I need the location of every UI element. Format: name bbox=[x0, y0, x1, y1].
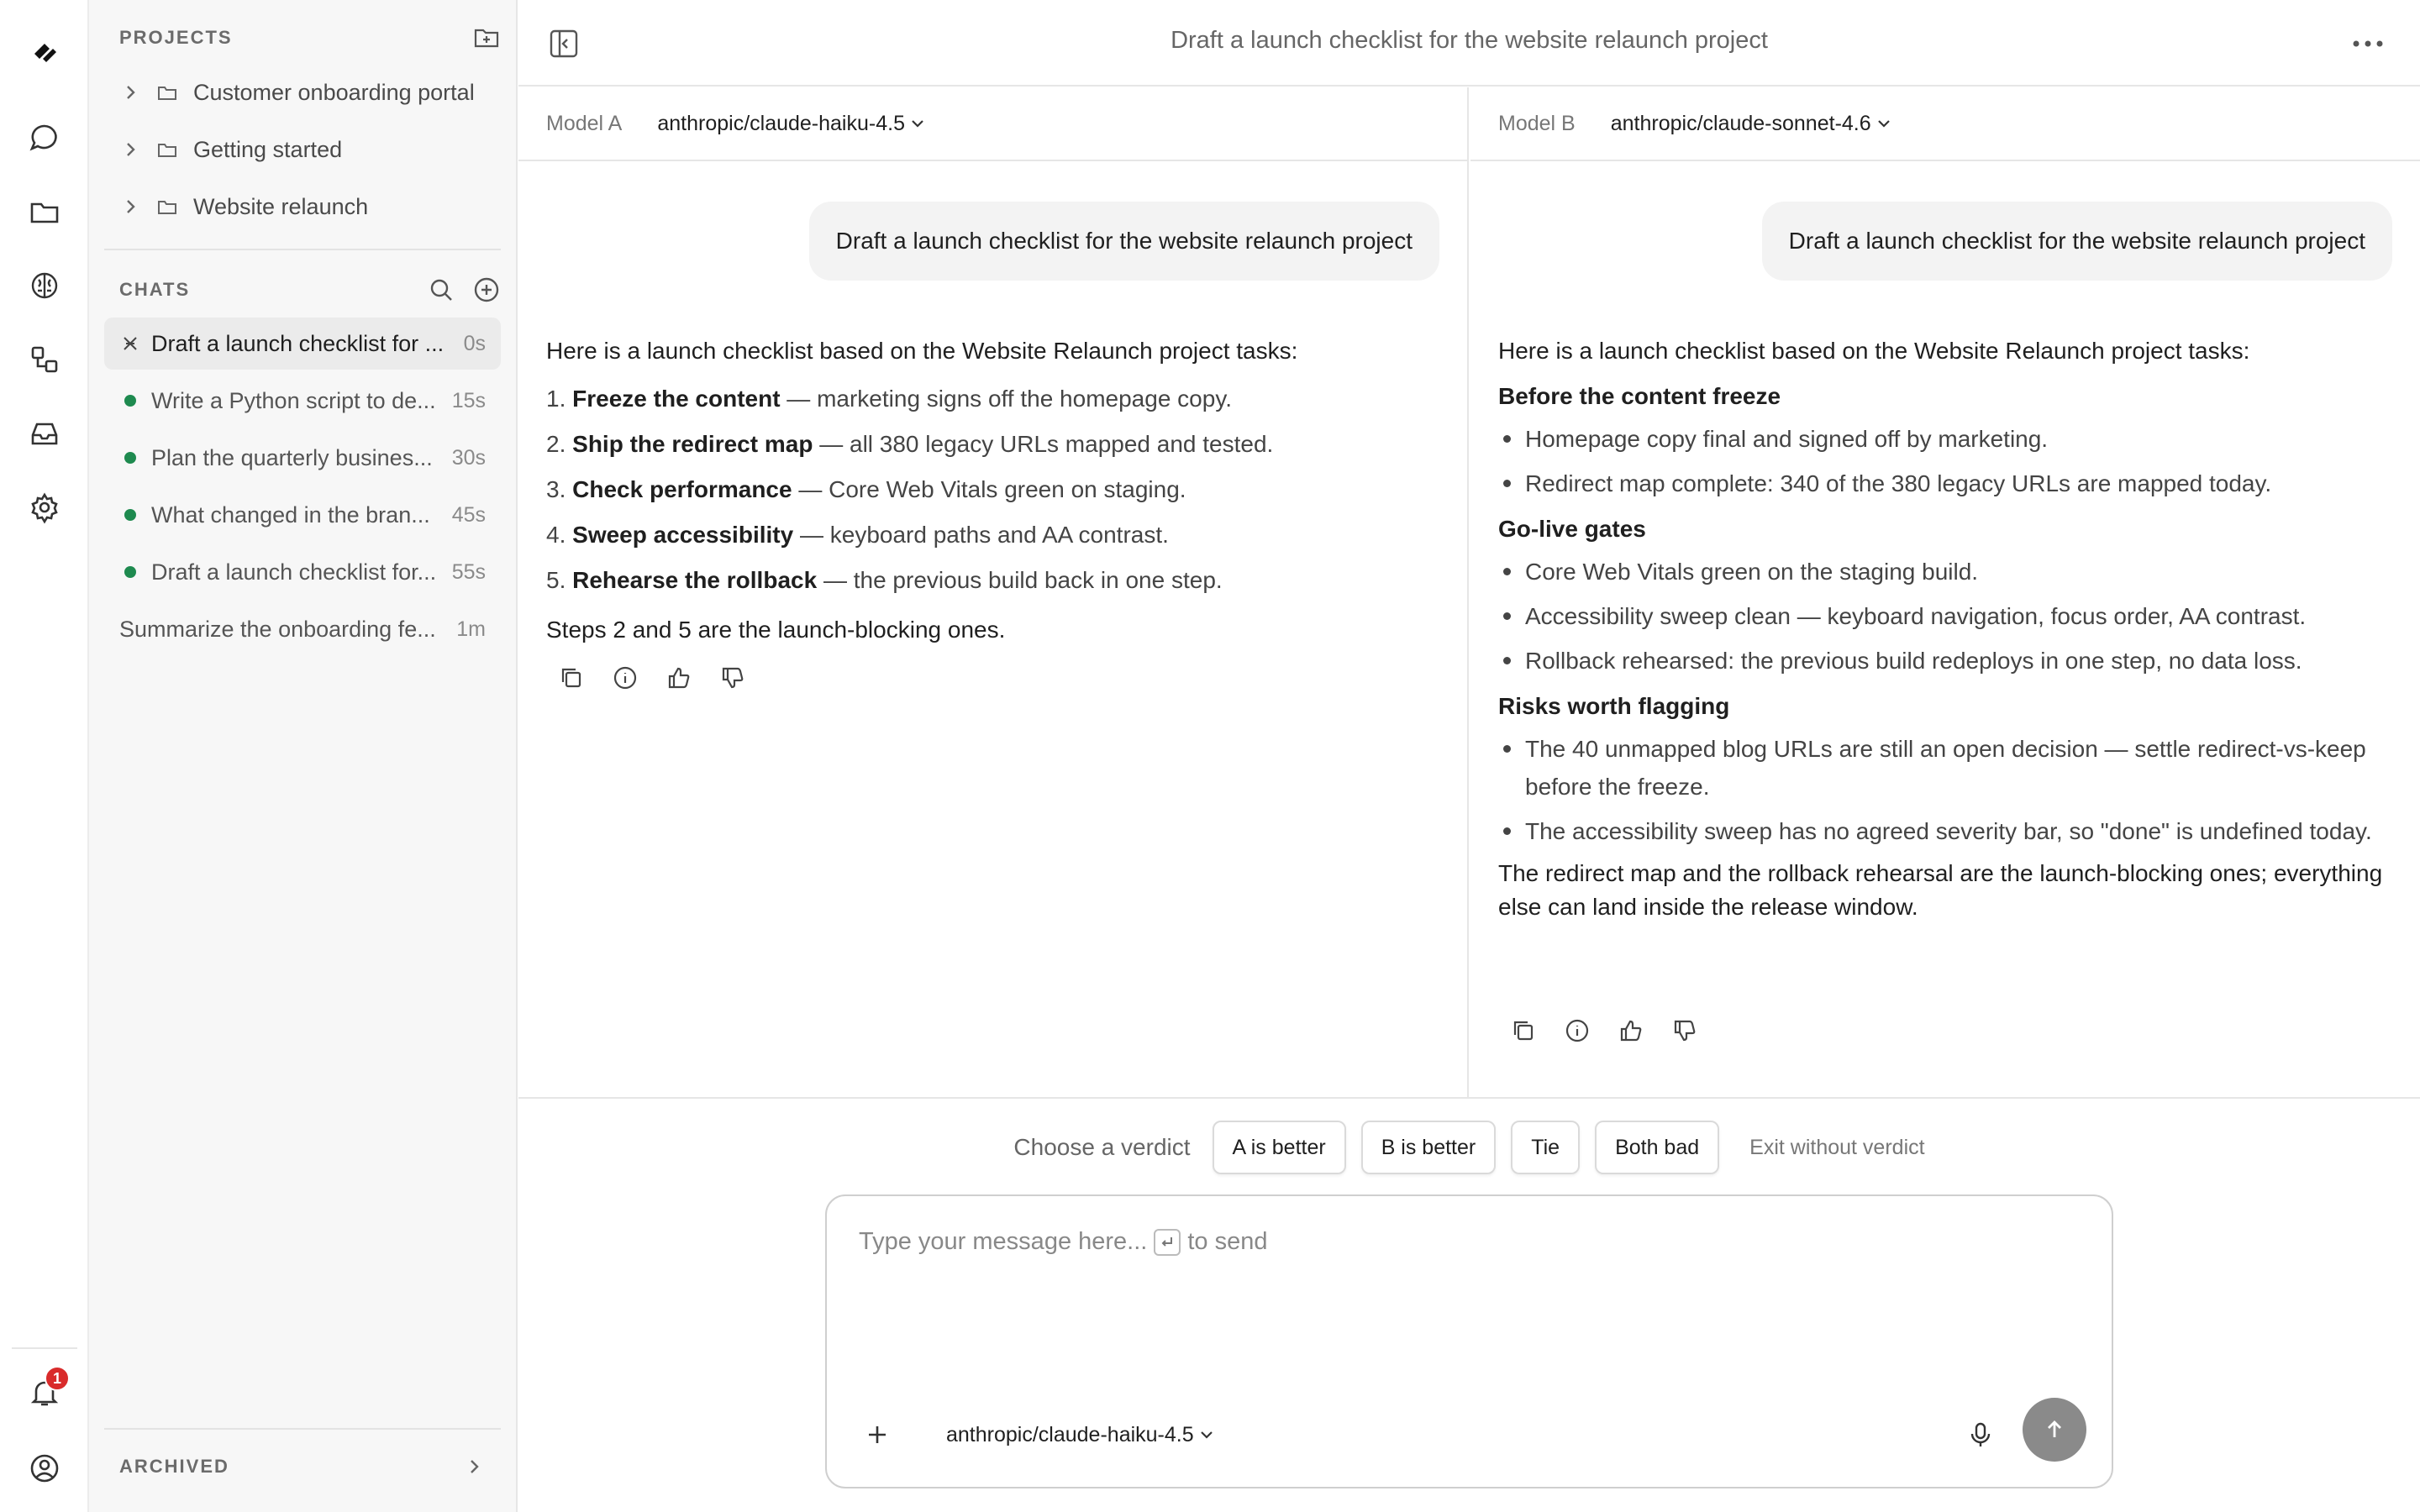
microphone-icon[interactable] bbox=[1965, 1420, 1996, 1450]
chat-bubble-icon[interactable] bbox=[23, 116, 66, 160]
project-label: Website relaunch bbox=[193, 193, 369, 219]
chat-item[interactable] bbox=[104, 432, 501, 484]
user-avatar-icon[interactable] bbox=[23, 1446, 66, 1490]
both-bad-button[interactable]: Both bad bbox=[1595, 1121, 1719, 1174]
send-button[interactable] bbox=[2023, 1398, 2086, 1462]
chevron-right-icon bbox=[119, 81, 141, 103]
model-a-response bbox=[546, 331, 1434, 660]
chats-header bbox=[119, 276, 501, 304]
thumbs-down-icon[interactable] bbox=[718, 664, 747, 692]
exit-without-verdict-link[interactable]: Exit without verdict bbox=[1749, 1135, 1925, 1159]
sidebar-divider bbox=[104, 249, 501, 250]
bullet-list bbox=[1498, 730, 2386, 850]
chat-time: 1m bbox=[456, 617, 486, 641]
chat-time: 30s bbox=[451, 445, 486, 470]
bullet-list bbox=[1498, 553, 2386, 680]
model-a-selector[interactable] bbox=[657, 112, 927, 136]
thumbs-up-icon[interactable] bbox=[665, 664, 693, 692]
status-dot bbox=[124, 566, 136, 578]
main-area bbox=[518, 0, 2420, 1512]
model-b-selector[interactable] bbox=[1611, 112, 1893, 136]
chat-title: Plan the quarterly busines... bbox=[151, 444, 433, 470]
model-b-name: anthropic/claude-sonnet-4.6 bbox=[1610, 111, 1871, 135]
copy-icon[interactable] bbox=[1509, 1016, 1538, 1045]
list-item: 1. Freeze the content — marketing signs off the homepage copy. bbox=[546, 386, 1233, 412]
model-b-response bbox=[1498, 331, 2386, 934]
chat-title: What changed in the bran... bbox=[151, 501, 430, 528]
sidebar bbox=[89, 0, 518, 1512]
chat-item-active[interactable] bbox=[104, 318, 501, 370]
folder-icon bbox=[156, 196, 178, 218]
list-item: Accessibility sweep clean — keyboard navigation, focus order, AA contrast. bbox=[1498, 597, 2386, 635]
section-heading: Before the content freeze bbox=[1498, 383, 1781, 409]
list-item: Core Web Vitals green on the staging build. bbox=[1498, 553, 2386, 591]
notification-badge: 1 bbox=[45, 1366, 70, 1391]
verdict-bar bbox=[518, 1121, 2420, 1174]
a-better-button[interactable]: A is better bbox=[1213, 1121, 1346, 1174]
model-b-actions bbox=[1509, 1016, 1699, 1045]
chevron-right-icon bbox=[462, 1455, 486, 1478]
thumbs-up-icon[interactable] bbox=[1617, 1016, 1645, 1045]
info-icon[interactable] bbox=[1563, 1016, 1591, 1045]
archived-section[interactable] bbox=[104, 1428, 501, 1504]
b-better-button[interactable]: B is better bbox=[1361, 1121, 1497, 1174]
logo-icon[interactable] bbox=[23, 30, 66, 74]
user-message: Draft a launch checklist for the website relaunch project bbox=[1762, 202, 2392, 281]
shapes-icon[interactable] bbox=[23, 338, 66, 381]
chat-time: 0s bbox=[463, 331, 486, 355]
search-icon[interactable] bbox=[427, 276, 455, 304]
verdict-label: Choose a verdict bbox=[1013, 1134, 1191, 1160]
pin-icon bbox=[121, 334, 139, 353]
model-a-header bbox=[518, 87, 1467, 161]
model-b-label: Model B bbox=[1498, 111, 1576, 135]
page-title: Draft a launch checklist for the website relaunch project bbox=[1171, 27, 1768, 54]
top-bar bbox=[518, 0, 2420, 87]
composer-model-name: anthropic/claude-haiku-4.5 bbox=[946, 1422, 1194, 1446]
copy-icon[interactable] bbox=[557, 664, 586, 692]
more-options-icon[interactable] bbox=[2349, 29, 2386, 59]
list-item: Rollback rehearsed: the previous build redeploys in one step, no data loss. bbox=[1498, 642, 2386, 680]
model-a-label: Model A bbox=[546, 111, 623, 135]
model-a-pane bbox=[518, 87, 1469, 1097]
project-item[interactable] bbox=[119, 72, 475, 113]
status-dot bbox=[124, 452, 136, 464]
status-dot bbox=[124, 509, 136, 521]
info-icon[interactable] bbox=[611, 664, 639, 692]
footer bbox=[518, 1097, 2420, 1512]
brain-icon[interactable] bbox=[23, 264, 66, 307]
chat-time: 45s bbox=[451, 502, 486, 527]
chat-title: Summarize the onboarding fe... bbox=[119, 616, 436, 642]
section-heading: Risks worth flagging bbox=[1498, 693, 1730, 719]
tie-button[interactable]: Tie bbox=[1511, 1121, 1580, 1174]
projects-title: PROJECTS bbox=[119, 27, 233, 48]
list-item: 4. Sweep accessibility — keyboard paths and AA contrast. bbox=[546, 522, 1169, 548]
list-item: Redirect map complete: 340 of the 380 legacy URLs are mapped today. bbox=[1498, 465, 2386, 502]
bullet-list bbox=[1498, 420, 2386, 502]
placeholder-suffix: to send bbox=[1187, 1228, 1268, 1255]
status-dot bbox=[124, 395, 136, 407]
rail-divider bbox=[12, 1347, 77, 1349]
response-outro: Steps 2 and 5 are the launch-blocking ones. bbox=[546, 617, 1006, 643]
chevron-right-icon bbox=[119, 139, 141, 160]
model-b-pane bbox=[1470, 87, 2420, 1097]
list-item: 3. Check performance — Core Web Vitals green on staging. bbox=[546, 476, 1186, 502]
icon-rail bbox=[0, 0, 89, 1512]
bell-icon[interactable] bbox=[23, 1371, 66, 1415]
chevron-down-icon bbox=[1875, 114, 1893, 133]
chat-title: Write a Python script to de... bbox=[151, 387, 436, 413]
chat-time: 55s bbox=[451, 559, 486, 584]
plus-icon[interactable] bbox=[862, 1420, 892, 1450]
folder-icon[interactable] bbox=[23, 190, 66, 234]
chat-item[interactable] bbox=[104, 375, 501, 427]
model-a-name: anthropic/claude-haiku-4.5 bbox=[657, 111, 905, 135]
new-folder-icon[interactable] bbox=[472, 24, 501, 52]
placeholder-text: Type your message here... bbox=[859, 1228, 1148, 1255]
projects-header bbox=[119, 24, 501, 52]
response-intro: Here is a launch checklist based on the Website Relaunch project tasks: bbox=[546, 338, 1298, 364]
archived-title: ARCHIVED bbox=[119, 1456, 229, 1477]
response-outro: The redirect map and the rollback rehearsal are the launch-blocking ones; everything else can land inside the release window. bbox=[1498, 860, 2383, 920]
project-label: Getting started bbox=[193, 136, 343, 162]
model-a-actions bbox=[557, 664, 747, 692]
project-label: Customer onboarding portal bbox=[193, 79, 475, 105]
chevron-down-icon bbox=[1197, 1425, 1216, 1444]
chat-item[interactable] bbox=[104, 546, 501, 598]
gear-icon[interactable] bbox=[23, 486, 66, 529]
folder-icon bbox=[156, 81, 178, 103]
list-item: The 40 unmapped blog URLs are still an open decision — settle redirect-vs-keep before the freeze. bbox=[1498, 730, 2386, 806]
thumbs-down-icon[interactable] bbox=[1670, 1016, 1699, 1045]
list-item: The accessibility sweep has no agreed severity bar, so "done" is undefined today. bbox=[1498, 812, 2386, 850]
chat-title: Draft a launch checklist for ... bbox=[151, 330, 445, 356]
section-heading: Go-live gates bbox=[1498, 516, 1646, 542]
user-message: Draft a launch checklist for the website relaunch project bbox=[809, 202, 1439, 281]
list-item: 5. Rehearse the rollback — the previous build back in one step. bbox=[546, 567, 1223, 593]
message-composer[interactable] bbox=[825, 1194, 2113, 1488]
list-item: Homepage copy final and signed off by marketing. bbox=[1498, 420, 2386, 458]
response-intro: Here is a launch checklist based on the Website Relaunch project tasks: bbox=[1498, 338, 2250, 364]
model-b-header bbox=[1470, 87, 2420, 161]
chat-item[interactable] bbox=[104, 603, 501, 655]
chat-item[interactable] bbox=[104, 489, 501, 541]
enter-key-icon bbox=[1154, 1229, 1181, 1256]
chat-time: 15s bbox=[451, 388, 486, 412]
composer-model-selector[interactable] bbox=[946, 1420, 1216, 1450]
chevron-down-icon bbox=[908, 114, 927, 133]
inbox-icon[interactable] bbox=[23, 412, 66, 455]
message-input[interactable] bbox=[859, 1228, 1267, 1256]
project-item[interactable] bbox=[119, 186, 368, 227]
arrow-up-icon bbox=[2042, 1417, 2067, 1442]
new-chat-icon[interactable] bbox=[472, 276, 501, 304]
chat-title: Draft a launch checklist for... bbox=[151, 559, 437, 585]
list-item: 2. Ship the redirect map — all 380 legacy URLs mapped and tested. bbox=[546, 431, 1274, 457]
project-item[interactable] bbox=[119, 129, 342, 170]
chats-title: CHATS bbox=[119, 279, 191, 300]
chevron-right-icon bbox=[119, 196, 141, 218]
folder-icon bbox=[156, 139, 178, 160]
